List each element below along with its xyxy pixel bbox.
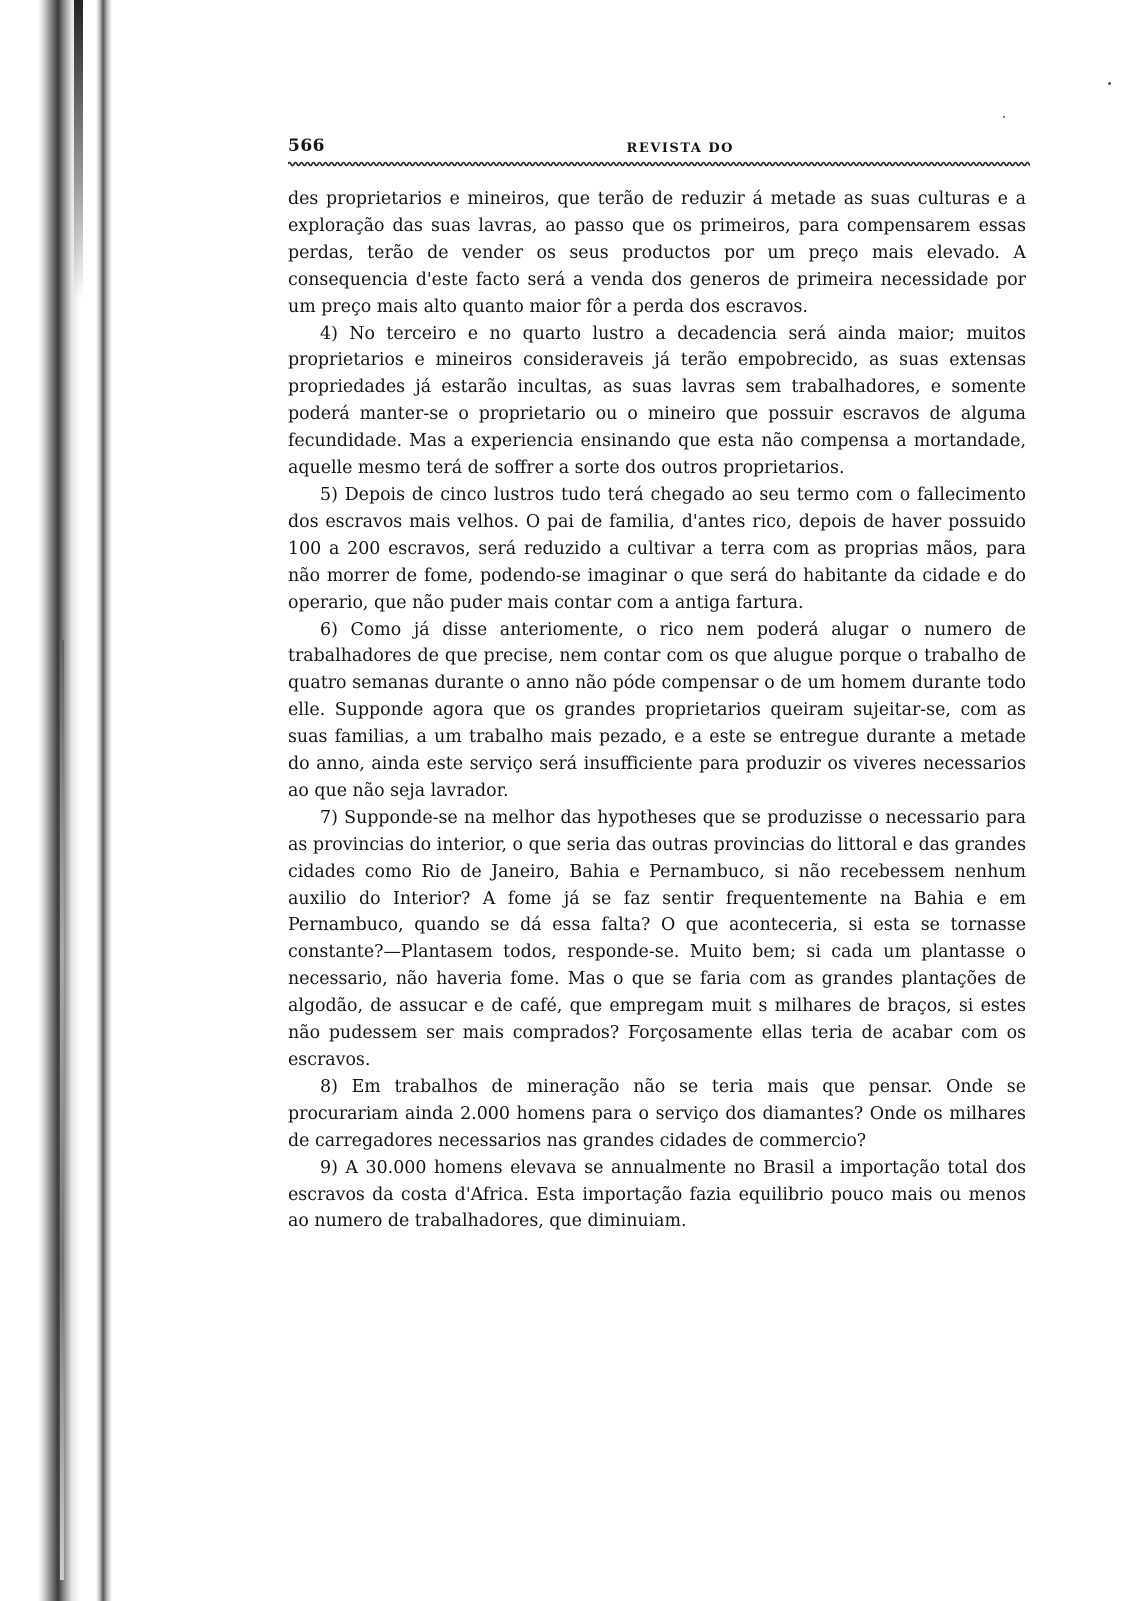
binding-mark [74,0,83,300]
paragraph-8: 8) Em trabalhos de mineração não se teria mais que pensar. Onde se procurariam ainda 2.000 homens para o serviço dos diamantes? Onde os milhares de carregadores necessarios nas grandes cidades de commercio? [288,1076,1026,1151]
page-content [288,118,1040,1235]
header-rule [288,160,1030,168]
paragraph-5: 5) Depois de cinco lustros tudo terá chegado ao seu termo com o fallecimento dos escravos mais velhos. O pai de familia, d'antes rico, depois de haver possuido 100 a 200 escravos, será reduzido a cultivar a terra com as proprias mãos, para não morrer de fome, podendo-se imaginar o que será do habitante da cidade e do operario, que não puder mais contar com a antiga fartura. [288,484,1026,613]
page-speck [1108,82,1111,85]
binding-mark-lower [60,640,64,1580]
body-text [288,186,1026,1235]
paragraph-6: 6) Como já disse anteriomente, o rico nem poderá alugar o numero de trabalhadores de que precise, nem contar com os que alugue porque o trabalho de quatro semanas durante o anno não póde compensar o de um homem durante todo elle. Supponde agora que os grandes proprietarios queiram sujeitar-se, com as suas familias, a um trabalho mais pezado, e a este se entregue durante a metade do anno, ainda este serviço será insufficiente para produzir os viveres necessarios ao que não seja lavrador. [288,619,1026,801]
page-number: 566 [288,136,325,156]
paragraph-9: 9) A 30.000 homens elevava se annualmente no Brasil a importação total dos escravos da costa d'Africa. Esta importação fazia equilibrio pouco mais ou menos ao numero de trabalhadores, que diminuiam. [288,1157,1026,1232]
paragraph-continued: des proprietarios e mineiros, que terão de reduzir á metade as suas culturas e a exploração das suas lavras, ao passo que os primeiros, para compensarem essas perdas, terão de vender os seus productos por um preço mais elevado. A consequencia d'este facto será a venda dos generos de primeira necessidade por um preço mais alto quanto maior fôr a perda dos escravos. [288,189,1026,317]
paragraph-4: 4) No terceiro e no quarto lustro a decadencia será ainda maior; muitos proprietarios e mineiros consideraveis já terão empobrecido, as suas extensas propriedades já estarão incultas, as suas lavras sem trabalhadores, e somente poderá manter-se o proprietario ou o mineiro que possuir escravos de alguma fecundidade. Mas a experiencia ensinando que esta não compensa a mortandade, aquelle mesmo terá de soffrer a sorte dos outros proprietarios. [288,323,1026,479]
page-header [288,118,1030,156]
paragraph-7: 7) Supponde-se na melhor das hypotheses que se produzisse o necessario para as provincias do interior, o que seria das outras provincias do littoral e das grandes cidades como Rio de Janeiro, Bahia e Pernambuco, si não recebessem nenhum auxilio do Interior? A fome já se faz sentir frequentemente na Bahia e em Pernambuco, quando se dá essa falta? O que aconteceria, si esta se tornasse constante?—Plantasem todos, responde-se. Muito bem; si cada um plantasse o necessario, não haveria fome. Mas o que se faria com as grandes plantações de algodão, de assucar e de café, que empregam muit s milhares de braços, si estes não pudessem ser mais comprados? Forçosamente ellas teria de acabar com os escravos. [288,807,1026,1070]
running-head: REVISTA DO [626,141,734,156]
